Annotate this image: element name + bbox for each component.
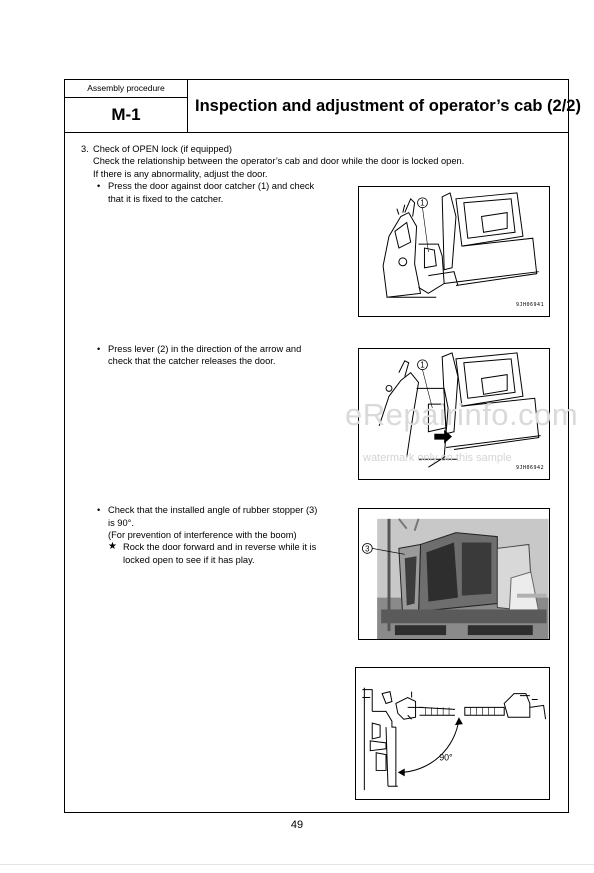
rubber-stopper-photo xyxy=(358,508,550,640)
step-intro-line-1: Check the relationship between the operator’s cab and door while the door is locked open. xyxy=(93,156,465,166)
stopper-angle-diagram xyxy=(355,667,550,800)
page-number: 49 xyxy=(290,819,304,831)
callout-3-label: 3 xyxy=(365,544,370,554)
bullet-2-line-1: Press lever (2) in the direction of the arrow and xyxy=(108,344,302,354)
note-line-2: locked open to see if it has play. xyxy=(123,555,255,565)
bullet-1-line-1: Press the door against door catcher (1) and check xyxy=(108,181,315,191)
note-line-1: Rock the door forward and in reverse while it is xyxy=(123,542,317,552)
cab-photo xyxy=(359,509,549,639)
header-divider xyxy=(65,132,568,133)
section-label: Assembly procedure xyxy=(65,80,188,98)
bullet-1-line-2: that it is fixed to the catcher. xyxy=(108,194,224,204)
page-bottom-rule xyxy=(0,864,594,865)
step-number: 3. xyxy=(81,144,89,154)
bullet-marker: • xyxy=(97,505,101,515)
bullet-3-line-1: Check that the installed angle of rubber stopper (3) xyxy=(108,505,318,515)
star-note-marker: ★ xyxy=(108,541,117,552)
bullet-marker: • xyxy=(97,344,101,354)
bullet-3-line-3: (For prevention of interference with the boom) xyxy=(108,530,297,540)
callout-1-label: 1 xyxy=(420,360,425,370)
angle-drawing xyxy=(356,668,549,799)
watermark-subtext: watermark only on this sample xyxy=(363,452,512,464)
bullet-marker: • xyxy=(97,181,101,191)
procedure-code: M-1 xyxy=(65,98,188,132)
step-intro-line-2: If there is any abnormality, adjust the door. xyxy=(93,169,268,179)
bullet-2-line-2: check that the catcher releases the door. xyxy=(108,356,276,366)
step-heading: Check of OPEN lock (if equipped) xyxy=(93,144,232,154)
door-catcher-drawing xyxy=(359,187,549,316)
figure-code: 9JH06942 xyxy=(516,465,545,471)
page-title: Inspection and adjustment of operator’s cab (2/2) xyxy=(195,96,581,115)
callout-1-label: 1 xyxy=(420,198,425,208)
angle-label: 90° xyxy=(439,752,453,763)
door-catcher-figure xyxy=(358,186,550,317)
figure-code: 9JH06941 xyxy=(516,302,545,308)
bullet-3-line-2: is 90°. xyxy=(108,518,134,528)
watermark-text: eRepairinfo.com xyxy=(345,397,579,432)
